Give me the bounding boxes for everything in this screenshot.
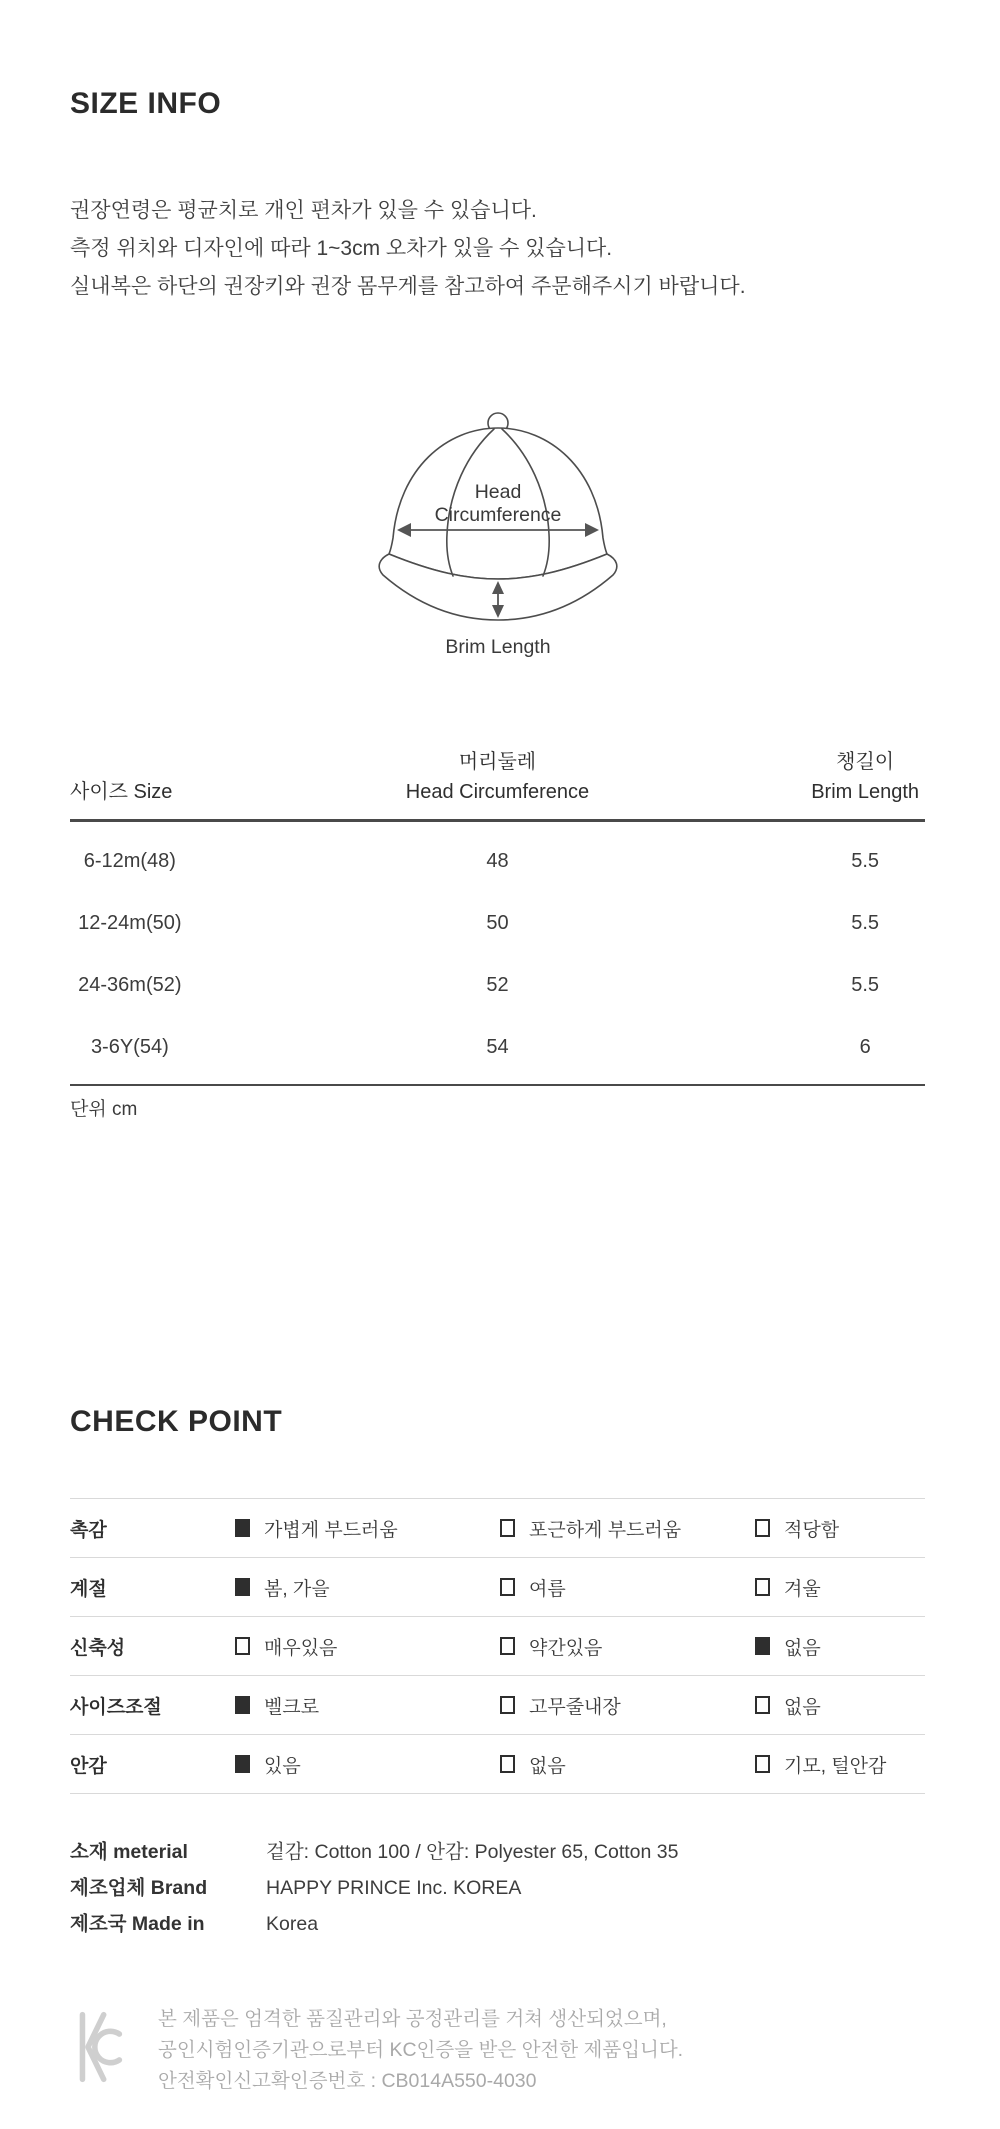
check-option-label: 없음 (529, 1755, 566, 1777)
check-option (235, 1515, 500, 1542)
detail-row (70, 1870, 925, 1906)
detail-value: Korea (266, 1913, 319, 1935)
check-row-label: 신축성 (70, 1637, 126, 1659)
check-option-label: 적당함 (784, 1519, 840, 1541)
checkbox-icon (500, 1637, 515, 1655)
head-column-header-ko: 머리둘레 (458, 751, 537, 773)
cap-figure (70, 410, 925, 662)
check-option (235, 1574, 500, 1601)
cap-diagram (373, 410, 623, 662)
head-circumference-label: Circumference (434, 504, 561, 526)
brim-length-column-header (805, 747, 925, 807)
size-table-row (70, 892, 925, 954)
brim-length-cell: 6 (859, 1035, 871, 1058)
size-cell: 24-36m(52) (78, 973, 182, 996)
detail-row (70, 1906, 925, 1942)
checkbox-icon (235, 1755, 250, 1773)
check-option (235, 1633, 500, 1660)
size-table-row (70, 954, 925, 1016)
check-option-label: 봄, 가을 (264, 1578, 330, 1600)
size-note-line: 측정 위치와 디자인에 따라 1~3cm 오차가 있을 수 있습니다. (70, 237, 613, 260)
check-option (755, 1574, 925, 1601)
brim-column-header-ko: 챙길이 (836, 751, 895, 773)
check-option (755, 1692, 925, 1719)
detail-row (70, 1834, 925, 1870)
brim-length-cell: 5.5 (851, 849, 880, 872)
check-option (500, 1633, 755, 1660)
check-option (755, 1515, 925, 1542)
head-circumference-cell: 52 (486, 973, 509, 996)
brim-length-cell: 5.5 (851, 911, 880, 934)
head-column-header-en: Head Circumference (405, 781, 590, 803)
checkbox-icon (755, 1696, 770, 1714)
size-table-body (70, 822, 925, 1086)
check-point-title: CHECK POINT (70, 1405, 283, 1438)
brim-length-cell: 5.5 (851, 973, 880, 996)
checkbox-icon (235, 1519, 250, 1537)
checkbox-icon (500, 1696, 515, 1714)
checkbox-icon (755, 1519, 770, 1537)
checkbox-icon (500, 1519, 515, 1537)
check-row (70, 1676, 925, 1735)
check-row-label: 안감 (70, 1755, 107, 1777)
check-row (70, 1499, 925, 1558)
check-row (70, 1735, 925, 1794)
size-column-header (70, 777, 190, 807)
check-option (235, 1751, 500, 1778)
size-notes (70, 192, 925, 306)
kc-note-line: 안전확인신고확인증번호 : CB014A550-4030 (158, 2070, 537, 2092)
check-option (500, 1574, 755, 1601)
checkbox-icon (755, 1755, 770, 1773)
check-option-label: 포근하게 부드러움 (529, 1519, 682, 1541)
checkbox-icon (235, 1696, 250, 1714)
size-note-line: 실내복은 하단의 권장키와 권장 몸무게를 참고하여 주문해주시기 바랍니다. (70, 275, 746, 298)
brim-column-header-en: Brim Length (811, 781, 920, 803)
check-option-label: 고무줄내장 (529, 1696, 621, 1718)
check-option (755, 1633, 925, 1660)
detail-label: 제조업체 Brand (70, 1877, 208, 1899)
check-point-table (70, 1498, 925, 1794)
kc-note-line: 본 제품은 엄격한 품질관리와 공정관리를 거쳐 생산되었으며, (158, 2008, 667, 2030)
size-table-row (70, 1016, 925, 1078)
checkbox-icon (755, 1637, 770, 1655)
kc-note-line: 공인시험인증기관으로부터 KC인증을 받은 안전한 제품입니다. (158, 2039, 684, 2061)
check-option (500, 1692, 755, 1719)
size-cell: 6-12m(48) (83, 849, 176, 872)
check-option (500, 1515, 755, 1542)
kc-certification-section (70, 2004, 925, 2097)
check-option-label: 기모, 털안감 (784, 1755, 887, 1777)
size-info-title: SIZE INFO (70, 87, 222, 120)
size-table-header (70, 747, 925, 822)
head-circumference-cell: 50 (486, 911, 509, 934)
check-option-label: 가볍게 부드러움 (264, 1519, 398, 1541)
size-table (70, 747, 925, 1122)
check-row (70, 1558, 925, 1617)
detail-value: HAPPY PRINCE Inc. KOREA (266, 1877, 522, 1899)
check-option-label: 벨크로 (264, 1696, 320, 1718)
checkbox-icon (235, 1637, 250, 1655)
head-circumference-column-header (190, 747, 806, 807)
check-option (235, 1692, 500, 1719)
size-note-line: 권장연령은 평균치로 개인 편차가 있을 수 있습니다. (70, 199, 537, 222)
check-row-label: 촉감 (70, 1519, 107, 1541)
check-option-label: 여름 (529, 1578, 566, 1600)
check-option-label: 없음 (784, 1637, 821, 1659)
check-option-label: 겨울 (784, 1578, 821, 1600)
product-details (70, 1834, 925, 1942)
check-option-label: 없음 (784, 1696, 821, 1718)
head-circumference-label: Head (474, 481, 521, 503)
detail-value: 겉감: Cotton 100 / 안감: Polyester 65, Cotton 35 (266, 1841, 679, 1863)
check-option (500, 1751, 755, 1778)
check-row-label: 사이즈조절 (70, 1696, 162, 1718)
head-circumference-cell: 54 (486, 1035, 509, 1058)
kc-note (158, 2004, 683, 2097)
unit-note: 단위 cm (70, 1099, 138, 1120)
checkbox-icon (755, 1578, 770, 1596)
size-cell: 3-6Y(54) (90, 1035, 169, 1058)
size-cell: 12-24m(50) (78, 911, 182, 934)
brim-length-label: Brim Length (444, 636, 551, 658)
checkbox-icon (235, 1578, 250, 1596)
check-option (755, 1751, 925, 1778)
checkbox-icon (500, 1578, 515, 1596)
size-column-header-label: 사이즈 Size (70, 781, 173, 803)
check-option-label: 있음 (264, 1755, 301, 1777)
kc-mark-icon (76, 2008, 124, 2086)
check-option-label: 약간있음 (529, 1637, 603, 1659)
check-row (70, 1617, 925, 1676)
checkbox-icon (500, 1755, 515, 1773)
head-circumference-cell: 48 (486, 849, 509, 872)
check-row-label: 계절 (70, 1578, 107, 1600)
size-table-row (70, 830, 925, 892)
check-option-label: 매우있음 (264, 1637, 338, 1659)
detail-label: 소재 meterial (70, 1841, 188, 1863)
detail-label: 제조국 Made in (70, 1913, 205, 1935)
